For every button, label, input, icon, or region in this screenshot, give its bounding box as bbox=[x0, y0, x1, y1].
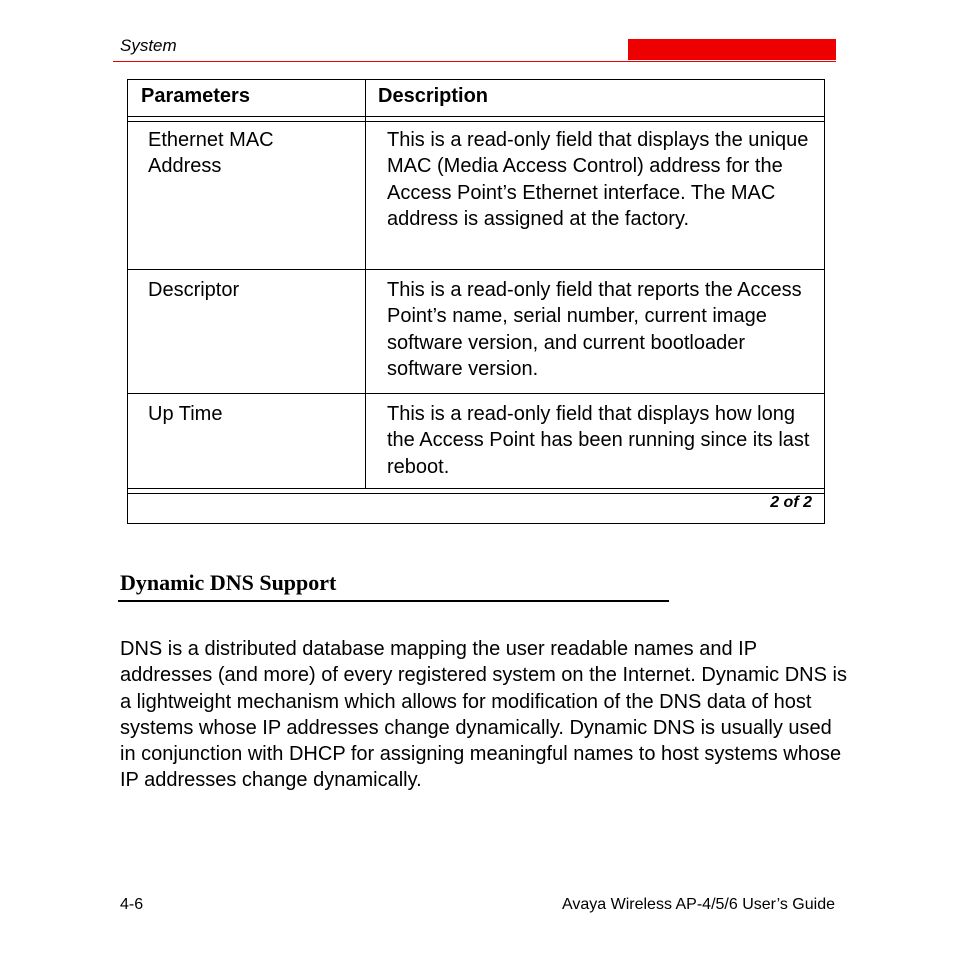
header-accent-bar bbox=[628, 39, 836, 60]
table-cell-description: This is a read-only field that displays the unique MAC (Media Access Control) address for the Access Point’s Ethernet interface. The MAC address is assigned at the factory. bbox=[387, 129, 809, 230]
table-page-indicator: 2 of 2 bbox=[770, 494, 812, 511]
running-header-section: System bbox=[120, 36, 177, 55]
header-rule bbox=[113, 61, 836, 62]
table-cell-parameter: Ethernet MAC Address bbox=[148, 129, 274, 178]
table-header-parameters: Parameters bbox=[141, 85, 250, 107]
table-cell-description: This is a read-only field that reports the Access Point’s name, serial number, current image software version, and current bootloader software version. bbox=[387, 279, 802, 380]
parameters-table bbox=[127, 79, 825, 524]
table-footer-divider bbox=[128, 488, 824, 489]
row-divider bbox=[128, 393, 824, 394]
footer-document-title: Avaya Wireless AP-4/5/6 User’s Guide bbox=[561, 896, 835, 913]
footer-page-number: 4-6 bbox=[120, 896, 144, 913]
column-divider bbox=[365, 80, 366, 488]
header-divider bbox=[128, 116, 824, 117]
section-heading-rule bbox=[118, 600, 669, 602]
section-heading: Dynamic DNS Support bbox=[120, 570, 337, 595]
table-header-description: Description bbox=[378, 85, 489, 107]
table-cell-description: This is a read-only field that displays how long the Access Point has been running since its last reboot. bbox=[387, 403, 810, 478]
header-divider bbox=[128, 121, 824, 122]
table-footer-divider bbox=[128, 493, 824, 494]
table-cell-parameter: Descriptor bbox=[148, 279, 240, 301]
body-paragraph: DNS is a distributed database mapping the user readable names and IP addresses (and more) of every registered system on the Internet. Dynamic DNS is a lightweight mechanism which allows for modification of the DNS data of host systems whose IP addresses change dynamically. Dynamic DNS is usually used in conjunction with DHCP for assigning meaningful names to host systems whose IP addresses change dynamically. bbox=[120, 638, 847, 792]
row-divider bbox=[128, 269, 824, 270]
table-cell-parameter: Up Time bbox=[148, 403, 223, 425]
